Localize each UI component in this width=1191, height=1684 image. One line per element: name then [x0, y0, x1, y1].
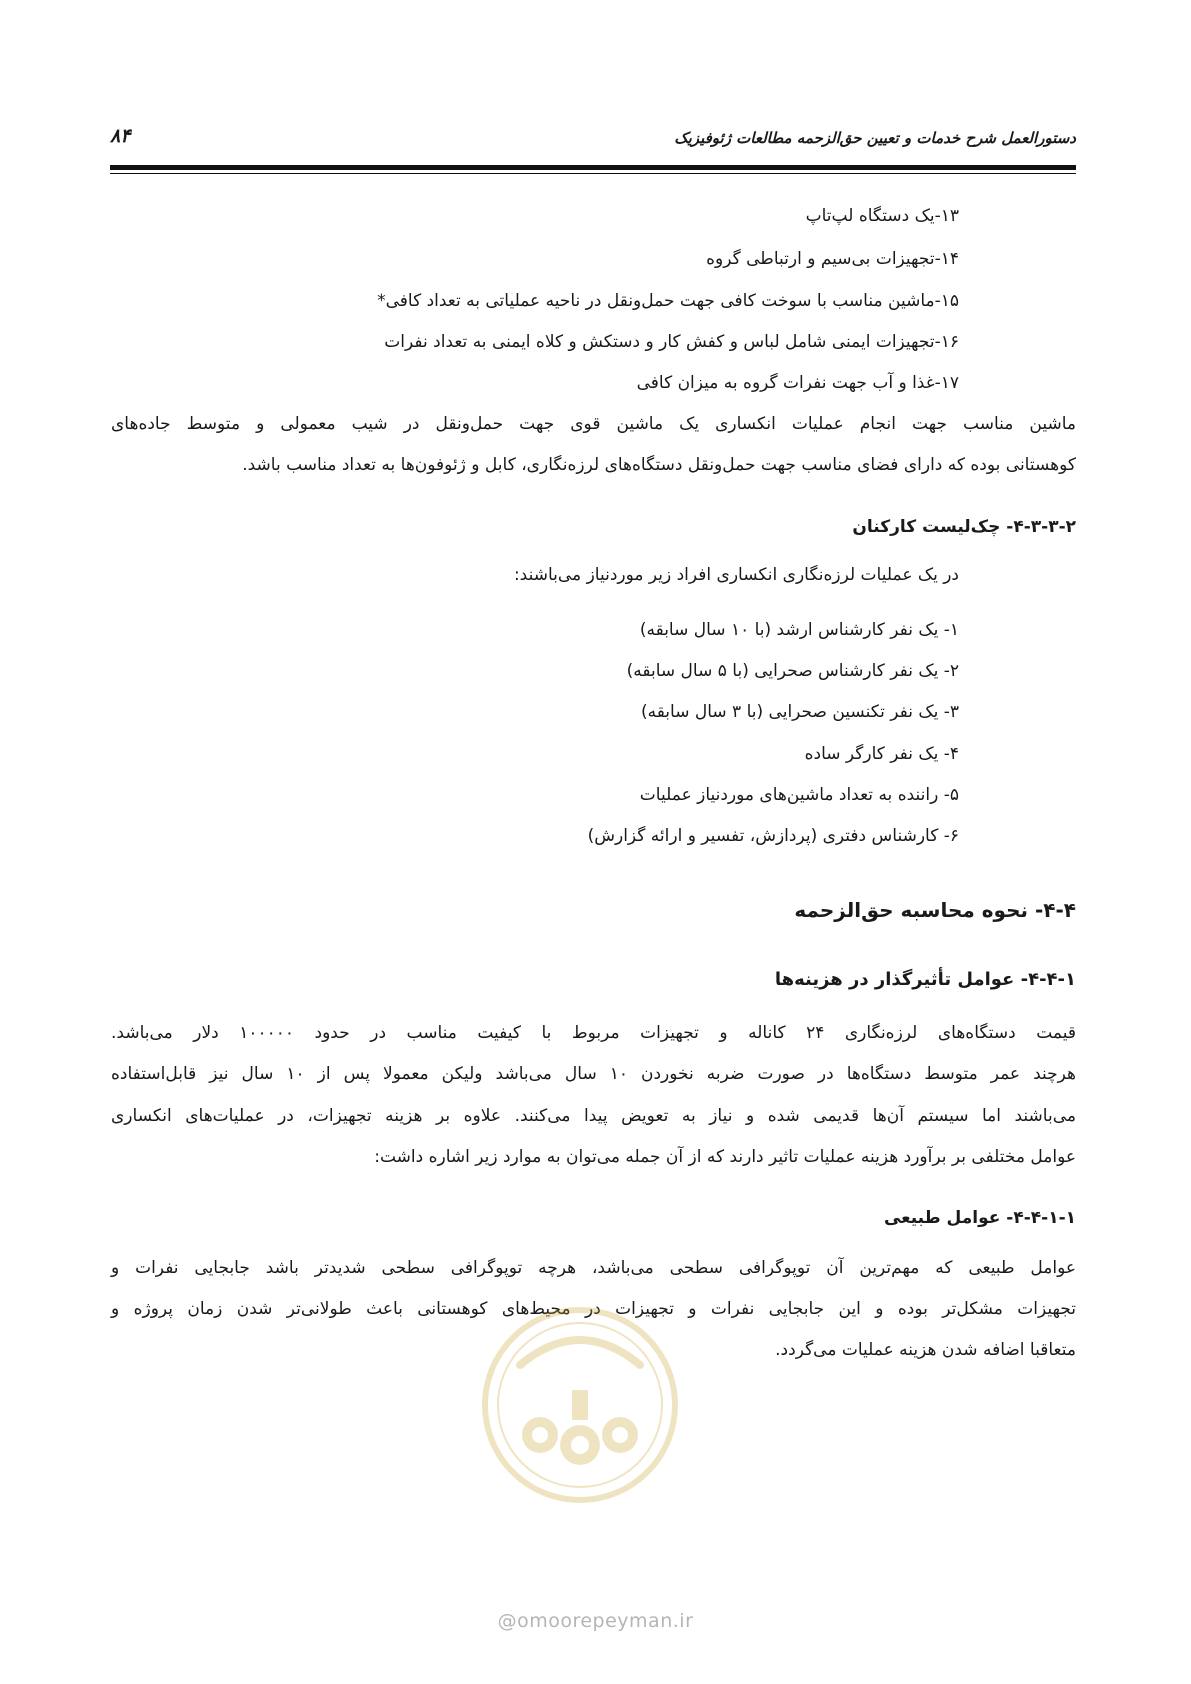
equipment-item: ۱۴-تجهیزات بی‌سیم و ارتباطی گروه — [706, 249, 959, 269]
paragraph-line: تجهیزات مشکل‌تر بوده و این جابجایی نفرات و تجهیزات در محیط‌های کوهستانی باعث طولانی‌تر شدن زمان پروژه و — [111, 1299, 1076, 1319]
equipment-item: ۱۷-غذا و آب جهت نفرات گروه به میزان کافی — [636, 373, 959, 393]
header-rule-thin — [110, 173, 1076, 174]
equipment-item: ۱۶-تجهیزات ایمنی شامل لباس و کفش کار و دستکش و کلاه ایمنی به تعداد نفرات — [384, 332, 959, 352]
page-number: ۸۴ — [110, 125, 131, 147]
watermark-logo — [460, 1295, 700, 1515]
running-header — [110, 125, 1076, 155]
staff-item: ۴- یک نفر کارگر ساده — [804, 744, 959, 764]
staff-item: ۳- یک نفر تکنسین صحرایی (با ۳ سال سابقه) — [640, 702, 959, 722]
paragraph-line: ماشین مناسب جهت انجام عملیات انکساری یک ماشین قوی جهت حمل‌ونقل در شیب معمولی و متوسط جاده‌های — [111, 414, 1076, 434]
staff-item: ۱- یک نفر کارشناس ارشد (با ۱۰ سال سابقه) — [639, 620, 959, 640]
paragraph-line: هرچند عمر متوسط دستگاه‌ها در صورت ضربه نخوردن ۱۰ سال می‌باشد ولیکن معمولا پس از ۱۰ سال نیز قابل‌استفاده — [111, 1064, 1077, 1084]
paragraph-line: عوامل مختلفی بر برآورد هزینه عملیات تاثیر دارند که از آن جمله می‌توان به موارد زیر اشاره داشت: — [374, 1147, 1076, 1167]
paragraph-line: متعاقبا اضافه شدن هزینه عملیات می‌گردد. — [775, 1340, 1076, 1360]
watermark-site: @omoorepeyman.ir — [497, 1610, 694, 1632]
subsection-heading: ۴-۴-۱-۱- عوامل طبیعی — [883, 1208, 1076, 1228]
section-heading: ۴-۳-۳-۲- چک‌لیست کارکنان — [852, 517, 1076, 537]
paragraph-line: کوهستانی بوده که دارای فضای مناسب جهت حمل‌ونقل دستگاه‌های لرزه‌نگاری، کابل و ژئوفون‌ها به تعداد مناسب باشد. — [242, 455, 1076, 475]
equipment-item: ۱۵-ماشین مناسب با سوخت کافی جهت حمل‌ونقل در ناحیه عملیاتی به تعداد کافی* — [377, 291, 959, 311]
staff-item: ۵- راننده به تعداد ماشین‌های موردنیاز عملیات — [639, 785, 959, 805]
equipment-item: ۱۳-یک دستگاه لپ‌تاپ — [805, 206, 959, 226]
header-title: دستورالعمل شرح خدمات و تعیین حق‌الزحمه مطالعات ژئوفیزیک — [674, 129, 1076, 147]
subsection-heading: ۴-۴-۱- عوامل تأثیرگذار در هزینه‌ها — [774, 969, 1076, 990]
paragraph-line: می‌باشند اما سیستم آن‌ها قدیمی شده و نیاز به تعویض پیدا می‌کنند. علاوه بر هزینه تجهیزات، در عملیات‌های انکساری — [111, 1106, 1076, 1126]
section-heading: ۴-۴- نحوه محاسبه حق‌الزحمه — [794, 898, 1076, 922]
paragraph-line: عوامل طبیعی که مهم‌ترین آن توپوگرافی سطحی می‌باشد، هرچه توپوگرافی سطحی شدیدتر باشد جابجایی نفرات و — [111, 1258, 1076, 1278]
staff-item: ۶- کارشناس دفتری (پردازش، تفسیر و ارائه گزارش) — [587, 826, 959, 846]
section-intro: در یک عملیات لرزه‌نگاری انکساری افراد زیر موردنیاز می‌باشند: — [513, 565, 959, 585]
header-rule-thick — [110, 165, 1076, 170]
staff-item: ۲- یک نفر کارشناس صحرایی (با ۵ سال سابقه) — [626, 661, 959, 681]
paragraph-line: قیمت دستگاه‌های لرزه‌نگاری ۲۴ کاناله و تجهیزات مربوط با کیفیت مناسب در حدود ۱۰۰۰۰۰ دلار می‌باشد. — [111, 1023, 1076, 1043]
